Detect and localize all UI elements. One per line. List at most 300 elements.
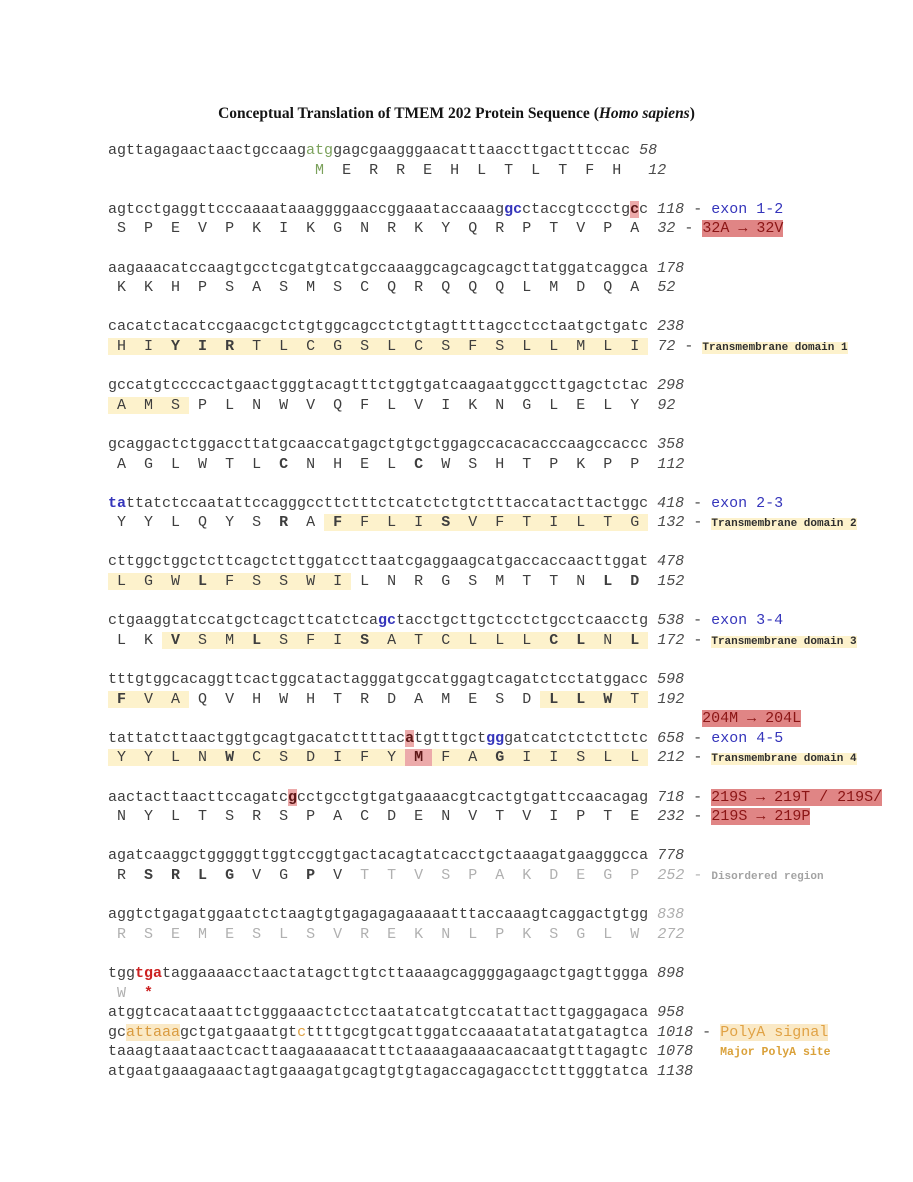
blank-line xyxy=(108,592,882,612)
blank-line xyxy=(108,474,882,494)
amino-acid: S xyxy=(108,220,136,238)
sequence-line xyxy=(108,317,882,337)
amino-acid: F xyxy=(432,749,460,767)
nucleotides xyxy=(648,436,657,453)
nucleotides: - xyxy=(684,514,712,532)
amino-acid: Y xyxy=(108,749,136,767)
amino-acid: M xyxy=(189,925,217,943)
amino-acid: E xyxy=(378,925,406,943)
sequence-line xyxy=(108,1023,882,1043)
position-number: 252 xyxy=(657,866,685,884)
sequence-line xyxy=(108,1042,882,1062)
amino-acid: A xyxy=(486,866,514,884)
sequence-line xyxy=(108,670,882,690)
amino-acid: I xyxy=(621,337,649,355)
amino-acid: V xyxy=(324,866,352,884)
nucleotides xyxy=(648,789,657,806)
nucleotides: aagaaacatccaagtgcctcgatgtcatgccaaaggcagcagcagcttatggatcaggca xyxy=(108,259,649,277)
amino-acid: C xyxy=(243,749,271,767)
amino-acid: R xyxy=(387,161,415,179)
protein-line xyxy=(108,455,882,475)
position-number: 418 xyxy=(657,494,685,512)
amino-acid: L xyxy=(594,337,622,355)
amino-acid: W xyxy=(162,573,190,591)
amino-acid: H xyxy=(324,455,352,473)
amino-acid: T xyxy=(324,690,352,708)
amino-acid: C xyxy=(351,808,379,826)
nucleotides: ttatctccaatattccagggccttctttctcatctctgtctttaccatacttactggc xyxy=(126,494,649,512)
transmembrane-annotation: Transmembrane domain 1 xyxy=(702,341,848,354)
amino-acid: F xyxy=(324,514,352,532)
amino-acid: W xyxy=(216,749,244,767)
amino-acid: L xyxy=(594,396,622,414)
amino-acid: Q xyxy=(378,279,406,297)
marked-nucleotides: gc xyxy=(378,612,397,630)
amino-acid: R xyxy=(216,337,244,355)
protein-line xyxy=(108,337,882,357)
amino-acid: V xyxy=(162,631,190,649)
amino-acid: Y xyxy=(135,808,163,826)
marked-nucleotides: c xyxy=(630,200,640,218)
nucleotides xyxy=(648,338,657,355)
amino-acid: P xyxy=(459,866,487,884)
amino-acid: A xyxy=(405,690,433,708)
nucleotides xyxy=(648,553,657,570)
amino-acid: Q xyxy=(189,690,217,708)
amino-acid: V xyxy=(459,514,487,532)
nucleotides xyxy=(648,1024,657,1041)
amino-acid: N xyxy=(432,808,460,826)
amino-acid: K xyxy=(513,925,541,943)
amino-acid: M xyxy=(405,749,433,767)
amino-acid: V xyxy=(405,866,433,884)
amino-acid: L xyxy=(216,396,244,414)
protein-line xyxy=(108,572,882,592)
amino-acid: P xyxy=(297,866,325,884)
amino-acid: S xyxy=(189,631,217,649)
amino-acid: C xyxy=(540,631,568,649)
position-number: 272 xyxy=(657,925,685,943)
amino-acid: D xyxy=(513,690,541,708)
amino-acid: L xyxy=(486,631,514,649)
amino-acid: S xyxy=(351,337,379,355)
nucleotides: cttggctggctcttcagctcttggatccttaatcgaggaagcatgaccaccaacttggat xyxy=(108,553,649,571)
nucleotides: - xyxy=(684,494,712,512)
amino-acid: R xyxy=(405,279,433,297)
amino-acid: Q xyxy=(432,279,460,297)
amino-acid: S xyxy=(270,749,298,767)
marked-nucleotides: - xyxy=(684,866,712,884)
amino-acid: Q xyxy=(486,279,514,297)
exon-annotation: exon 3-4 xyxy=(711,612,784,630)
amino-acid: R xyxy=(378,220,406,238)
marked-nucleotides: gg xyxy=(486,729,505,747)
marked-nucleotides: atg xyxy=(306,142,334,159)
amino-acid: N xyxy=(351,220,379,238)
transmembrane-annotation: Transmembrane domain 4 xyxy=(711,753,857,766)
title-suffix: ) xyxy=(689,105,695,122)
amino-acid: N xyxy=(108,808,136,826)
amino-acid: S xyxy=(243,514,271,532)
sequence-line xyxy=(108,494,882,514)
amino-acid: E xyxy=(567,396,595,414)
amino-acid: L xyxy=(378,455,406,473)
marked-nucleotides: ta xyxy=(108,494,127,512)
amino-acid: T xyxy=(540,573,568,591)
amino-acid: F xyxy=(459,337,487,355)
nucleotides: agatcaaggctgggggttggtccggtgactacagtatcacctgctaaagatgaagggcca xyxy=(108,847,649,865)
amino-acid: C xyxy=(351,279,379,297)
amino-acid: L xyxy=(243,631,271,649)
amino-acid: N xyxy=(378,573,406,591)
amino-acid: C xyxy=(432,631,460,649)
amino-acid: V xyxy=(189,220,217,238)
amino-acid: G xyxy=(486,749,514,767)
blank-line xyxy=(108,239,882,259)
blank-line xyxy=(108,357,882,377)
amino-acid: L xyxy=(540,690,568,708)
nucleotides xyxy=(648,671,657,688)
title-text: Conceptual Translation of TMEM 202 Protein Sequence ( xyxy=(218,105,599,122)
nucleotides: - xyxy=(684,729,712,747)
marked-nucleotides: tga xyxy=(135,964,163,982)
amino-acid: E xyxy=(459,690,487,708)
amino-acid: S xyxy=(135,925,163,943)
nucleotides: atggtcacataaattctgggaaactctcctaatatcatgtccatattacttgaggagaca xyxy=(108,1004,649,1022)
nucleotides xyxy=(648,612,657,629)
amino-acid: P xyxy=(189,279,217,297)
amino-acid: T xyxy=(540,220,568,238)
position-number: 232 xyxy=(657,808,685,826)
sequence-line xyxy=(108,788,882,808)
amino-acid: L xyxy=(270,925,298,943)
nucleotides xyxy=(648,456,657,473)
amino-acid: F xyxy=(486,514,514,532)
protein-line xyxy=(108,219,882,239)
exon-annotation: exon 2-3 xyxy=(711,494,784,512)
amino-acid: H xyxy=(243,690,271,708)
amino-acid: S xyxy=(135,866,163,884)
position-number: 598 xyxy=(657,671,685,689)
amino-acid: Q xyxy=(324,396,352,414)
amino-acid: L xyxy=(540,396,568,414)
nucleotides: tattatcttaactggtgcagtgacatcttttac xyxy=(108,729,406,747)
amino-acid: A xyxy=(621,220,649,238)
amino-acid: S xyxy=(270,631,298,649)
amino-acid: V xyxy=(405,396,433,414)
nucleotides: - xyxy=(693,1023,721,1041)
amino-acid: M xyxy=(135,396,163,414)
amino-acid: L xyxy=(594,749,622,767)
amino-acid: V xyxy=(567,220,595,238)
amino-acid: L xyxy=(351,573,379,591)
nucleotides xyxy=(648,730,657,747)
amino-acid: G xyxy=(135,573,163,591)
amino-acid: P xyxy=(297,808,325,826)
amino-acid: S xyxy=(432,514,460,532)
amino-acid: W xyxy=(594,690,622,708)
amino-acid: M xyxy=(567,337,595,355)
amino-acid: I xyxy=(324,749,352,767)
amino-acid: G xyxy=(513,396,541,414)
amino-acid: * xyxy=(135,984,163,1002)
amino-acid: G xyxy=(567,925,595,943)
amino-acid: A xyxy=(378,631,406,649)
figure-title xyxy=(0,105,913,123)
amino-acid: M xyxy=(216,631,244,649)
position-number: 58 xyxy=(639,142,658,159)
nucleotides: atgaatgaaagaaactagtgaaagatgcagtgtgtagaccagagacctctttgggtatca xyxy=(108,1062,649,1080)
sequence-block xyxy=(108,141,882,1082)
nucleotides: cctgcctgtgatgaaaacgtcactgtgattccaacagag xyxy=(297,788,649,806)
amino-acid: N xyxy=(243,396,271,414)
protein-line xyxy=(108,748,882,768)
amino-acid: A xyxy=(162,690,190,708)
amino-acid: Y xyxy=(432,220,460,238)
amino-acid: L xyxy=(378,337,406,355)
protein-line xyxy=(108,690,882,710)
amino-acid: I xyxy=(540,749,568,767)
nucleotides xyxy=(693,1043,720,1060)
amino-acid: I xyxy=(324,573,352,591)
position-number: 52 xyxy=(657,279,676,297)
position-number: 92 xyxy=(657,396,676,414)
amino-acid: L xyxy=(522,161,550,179)
amino-acid: S xyxy=(486,690,514,708)
amino-acid: I xyxy=(405,514,433,532)
amino-acid: W xyxy=(270,690,298,708)
blank-line xyxy=(108,650,882,670)
mutation-annotation: 219S → 219T / 219S/ xyxy=(711,788,883,806)
amino-acid: H xyxy=(603,161,631,179)
amino-acid: S xyxy=(351,631,379,649)
nucleotides xyxy=(648,965,657,982)
amino-acid: Q xyxy=(189,514,217,532)
marked-nucleotides xyxy=(648,926,657,943)
position-number: 358 xyxy=(657,435,685,453)
nucleotides xyxy=(648,397,657,414)
amino-acid: E xyxy=(333,161,361,179)
amino-acid: L xyxy=(459,925,487,943)
amino-acid: L xyxy=(567,690,595,708)
transmembrane-annotation: Transmembrane domain 2 xyxy=(711,518,857,531)
nucleotides xyxy=(648,749,657,766)
nucleotides xyxy=(648,514,657,531)
amino-acid: S xyxy=(432,337,460,355)
amino-acid: T xyxy=(513,573,541,591)
amino-acid: L xyxy=(162,749,190,767)
position-number: 658 xyxy=(657,729,685,747)
amino-acid: T xyxy=(243,337,271,355)
amino-acid: S xyxy=(432,866,460,884)
amino-acid: W xyxy=(108,984,136,1002)
blank-line xyxy=(108,886,882,906)
amino-acid: P xyxy=(513,220,541,238)
amino-acid: C xyxy=(405,337,433,355)
exon-annotation: exon 1-2 xyxy=(711,200,784,218)
marked-nucleotides: c xyxy=(297,1023,307,1041)
amino-acid: A xyxy=(324,808,352,826)
position-number: 298 xyxy=(657,377,685,395)
amino-acid: S xyxy=(162,396,190,414)
amino-acid: T xyxy=(378,866,406,884)
nucleotides: tacctgcttgctcctctgcctcaacctg xyxy=(396,612,649,630)
amino-acid: V xyxy=(513,808,541,826)
protein-line xyxy=(108,866,882,886)
amino-acid: C xyxy=(297,337,325,355)
marked-nucleotides: gc xyxy=(504,200,523,218)
amino-acid: K xyxy=(405,925,433,943)
nucleotides: gctgatgaaatgt xyxy=(180,1023,298,1041)
amino-acid: L xyxy=(108,631,136,649)
amino-acid: L xyxy=(594,925,622,943)
amino-acid: V xyxy=(216,690,244,708)
nucleotides xyxy=(648,1004,657,1021)
amino-acid: W xyxy=(189,455,217,473)
amino-acid: L xyxy=(243,455,271,473)
amino-acid: M xyxy=(297,279,325,297)
amino-acid: W xyxy=(297,573,325,591)
position-number: 1078 xyxy=(657,1043,694,1061)
sequence-line xyxy=(108,846,882,866)
amino-acid: D xyxy=(297,749,325,767)
amino-acid: S xyxy=(459,455,487,473)
sequence-line xyxy=(108,376,882,396)
amino-acid: E xyxy=(162,220,190,238)
protein-line xyxy=(108,925,882,945)
position-number: 478 xyxy=(657,553,685,571)
amino-acid: P xyxy=(621,455,649,473)
nucleotides: tttgtggcacaggttcactggcatactagggatgccatggagtcagatctcctatggacc xyxy=(108,671,649,689)
sequence-line xyxy=(108,435,882,455)
amino-acid: S xyxy=(459,573,487,591)
amino-acid: G xyxy=(216,866,244,884)
amino-acid: G xyxy=(324,337,352,355)
sequence-line xyxy=(108,1003,882,1023)
amino-acid: L xyxy=(621,749,649,767)
amino-acid: S xyxy=(216,279,244,297)
nucleotides: - xyxy=(675,337,703,355)
amino-acid: L xyxy=(270,337,298,355)
position-number: 1138 xyxy=(657,1062,694,1080)
protein-line xyxy=(108,278,882,298)
nucleotides xyxy=(648,906,657,923)
sequence-line xyxy=(108,611,882,631)
nucleotides xyxy=(648,279,657,296)
amino-acid: S xyxy=(324,279,352,297)
nucleotides: cacatctacatccgaacgctctgtggcagcctctgtagttttagcctcctaatgctgatc xyxy=(108,318,649,336)
amino-acid: R xyxy=(108,866,136,884)
amino-acid: T xyxy=(495,161,523,179)
amino-acid: D xyxy=(567,279,595,297)
amino-acid: L xyxy=(540,337,568,355)
blank-line xyxy=(108,298,882,318)
amino-acid: S xyxy=(297,925,325,943)
position-number: 838 xyxy=(657,906,685,924)
amino-acid: I xyxy=(324,631,352,649)
amino-acid: S xyxy=(270,279,298,297)
nucleotides xyxy=(648,201,657,218)
amino-acid: G xyxy=(324,220,352,238)
nucleotides: ttttgcgtgcattggatccaaaatatatatgatagtca xyxy=(306,1023,649,1041)
nucleotides: gcaggactctggaccttatgcaaccatgagctgtgctggagccacacacccaagccaccc xyxy=(108,435,649,453)
amino-acid: L xyxy=(513,279,541,297)
amino-acid: R xyxy=(351,925,379,943)
amino-acid: S xyxy=(216,808,244,826)
amino-acid: E xyxy=(621,808,649,826)
amino-acid: P xyxy=(189,396,217,414)
nucleotides xyxy=(648,220,657,237)
position-number: 778 xyxy=(657,847,685,865)
nucleotides: - xyxy=(684,788,712,806)
nucleotides: aactacttaacttccagatc xyxy=(108,788,289,806)
amino-acid: T xyxy=(216,455,244,473)
nucleotides: ctaccgtccctg xyxy=(522,200,631,218)
amino-acid: R xyxy=(243,808,271,826)
nucleotides: tgtttgct xyxy=(414,729,487,747)
amino-acid: R xyxy=(351,690,379,708)
marked-nucleotides: g xyxy=(288,788,298,806)
amino-acid: Y xyxy=(135,749,163,767)
blank-line xyxy=(108,533,882,553)
nucleotides xyxy=(648,691,657,708)
amino-acid: P xyxy=(486,925,514,943)
position-number: 72 xyxy=(657,337,676,355)
sequence-line xyxy=(108,552,882,572)
nucleotides xyxy=(648,1063,657,1080)
amino-acid: I xyxy=(540,514,568,532)
amino-acid: K xyxy=(567,455,595,473)
amino-acid: M xyxy=(306,161,334,179)
polya-annotation: Major PolyA site xyxy=(720,1046,831,1060)
amino-acid: G xyxy=(621,514,649,532)
amino-acid: T xyxy=(189,808,217,826)
amino-acid: Y xyxy=(378,749,406,767)
amino-acid: T xyxy=(486,808,514,826)
nucleotides xyxy=(648,1043,657,1060)
amino-acid: N xyxy=(594,631,622,649)
nucleotides xyxy=(648,318,657,335)
position-number: 958 xyxy=(657,1004,685,1022)
amino-acid: N xyxy=(297,455,325,473)
amino-acid: F xyxy=(216,573,244,591)
sequence-line xyxy=(108,964,882,984)
amino-acid: R xyxy=(360,161,388,179)
blank-line xyxy=(108,768,882,788)
amino-acid: M xyxy=(486,573,514,591)
amino-acid: A xyxy=(297,514,325,532)
amino-acid: L xyxy=(162,455,190,473)
amino-acid: T xyxy=(405,631,433,649)
position-number: 112 xyxy=(657,455,685,473)
amino-acid: P xyxy=(135,220,163,238)
amino-acid: V xyxy=(135,690,163,708)
nucleotides: agttagagaactaactgccaag xyxy=(108,142,307,159)
nucleotides: - xyxy=(684,612,712,630)
amino-acid: P xyxy=(567,808,595,826)
amino-acid: I xyxy=(513,749,541,767)
position-number: 192 xyxy=(657,690,685,708)
amino-acid: R xyxy=(486,220,514,238)
protein-line xyxy=(108,631,882,651)
amino-acid: W xyxy=(270,396,298,414)
marked-nucleotides xyxy=(648,867,657,884)
amino-acid: S xyxy=(243,573,271,591)
amino-acid: E xyxy=(405,808,433,826)
amino-acid: R xyxy=(108,925,136,943)
sequence-line xyxy=(108,1062,882,1082)
amino-acid: R xyxy=(162,866,190,884)
